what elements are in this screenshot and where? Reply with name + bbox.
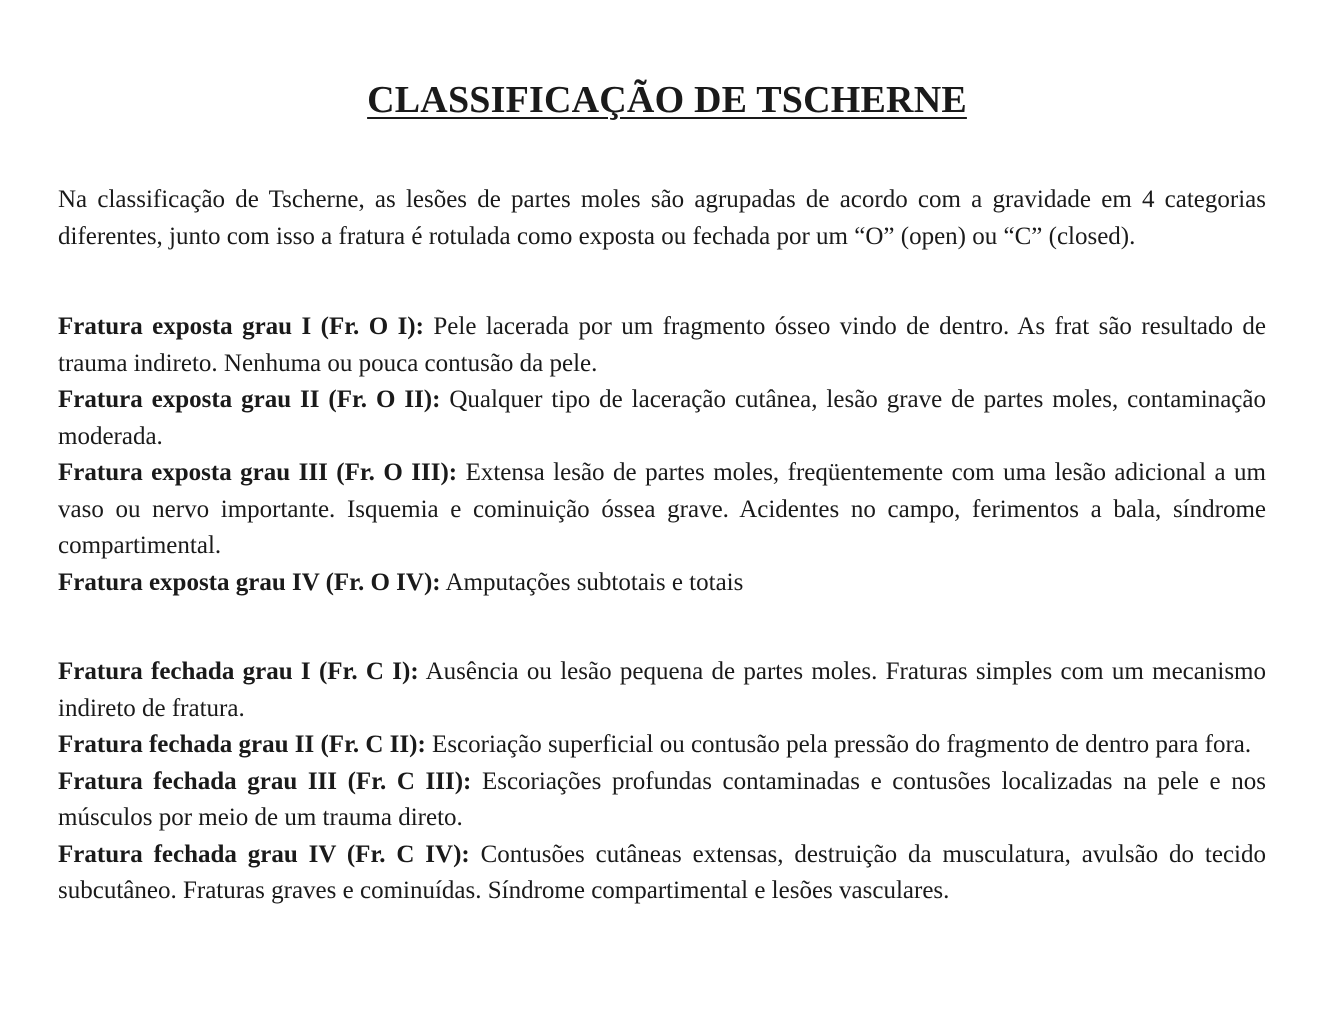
- closed-fracture-grade-4-text: Contusões cutâneas extensas, destruição da musculatura, avulsão do tecido subcutâneo. Fraturas graves e cominuídas. Síndrome compartimental e lesões vasculares.: [58, 840, 1266, 904]
- closed-fracture-grade-3-label: Fratura fechada grau III (Fr. C III):: [58, 767, 472, 795]
- closed-fracture-grade-4: [58, 837, 1266, 910]
- open-fracture-grade-2: [58, 382, 1266, 455]
- closed-fracture-grade-1-text: Ausência ou lesão pequena de partes moles. Fraturas simples com um mecanismo indireto de fratura.: [58, 658, 1266, 722]
- open-fracture-grade-3-text: Extensa lesão de partes moles, freqüentemente com uma lesão adicional a um vaso ou nervo importante. Isquemia e cominuição óssea grave. Acidentes no campo, ferimentos a bala, síndrome compartimental.: [58, 459, 1266, 559]
- open-fracture-grade-4-label: Fratura exposta grau IV (Fr. O IV):: [58, 568, 441, 596]
- open-fracture-grade-3: [58, 455, 1266, 565]
- open-fracture-grade-2-text: Qualquer tipo de laceração cutânea, lesão grave de partes moles, contaminação moderada.: [58, 386, 1266, 450]
- closed-fracture-grade-3-text: Escoriações profundas contaminadas e contusões localizadas na pele e nos músculos por meio de um trauma direto.: [58, 767, 1266, 831]
- closed-fracture-grade-2: [58, 727, 1266, 764]
- closed-fracture-grade-3: [58, 764, 1266, 837]
- closed-fracture-grade-1: [58, 654, 1266, 727]
- open-fracture-grade-1-text: Pele lacerada por um fragmento ósseo vindo de dentro. As frat são resultado de trauma indireto. Nenhuma ou pouca contusão da pele.: [58, 313, 1266, 377]
- closed-fracture-grade-1-label: Fratura fechada grau I (Fr. C I):: [58, 658, 419, 685]
- open-fracture-grade-3-label: Fratura exposta grau III (Fr. O III):: [58, 459, 458, 486]
- closed-fracture-grade-4-label: Fratura fechada grau IV (Fr. C IV):: [58, 840, 470, 868]
- closed-fracture-grade-2-text: Escoriação superficial ou contusão pela pressão do fragmento de dentro para fora.: [425, 731, 1252, 758]
- open-fracture-grade-4-text: Amputações subtotais e totais: [440, 568, 744, 596]
- intro-paragraph: Na classificação de Tscherne, as lesões de partes moles são agrupadas de acordo com a gravidade em 4 categorias diferentes, junto com isso a fratura é rotulada como exposta ou fechada por um “O” (open) ou “C” (closed).: [58, 186, 1266, 250]
- open-fracture-grade-1-label: Fratura exposta grau I (Fr. O I):: [58, 313, 424, 340]
- open-fractures-section: [58, 309, 1266, 601]
- open-fracture-grade-2-label: Fratura exposta grau II (Fr. O II):: [58, 386, 441, 413]
- open-fracture-grade-4: [58, 565, 1266, 602]
- page-title: CLASSIFICAÇÃO DE TSCHERNE: [367, 79, 967, 121]
- open-fracture-grade-1: [58, 309, 1266, 382]
- closed-fracture-grade-2-label: Fratura fechada grau II (Fr. C II):: [58, 731, 426, 758]
- closed-fractures-section: [58, 654, 1266, 910]
